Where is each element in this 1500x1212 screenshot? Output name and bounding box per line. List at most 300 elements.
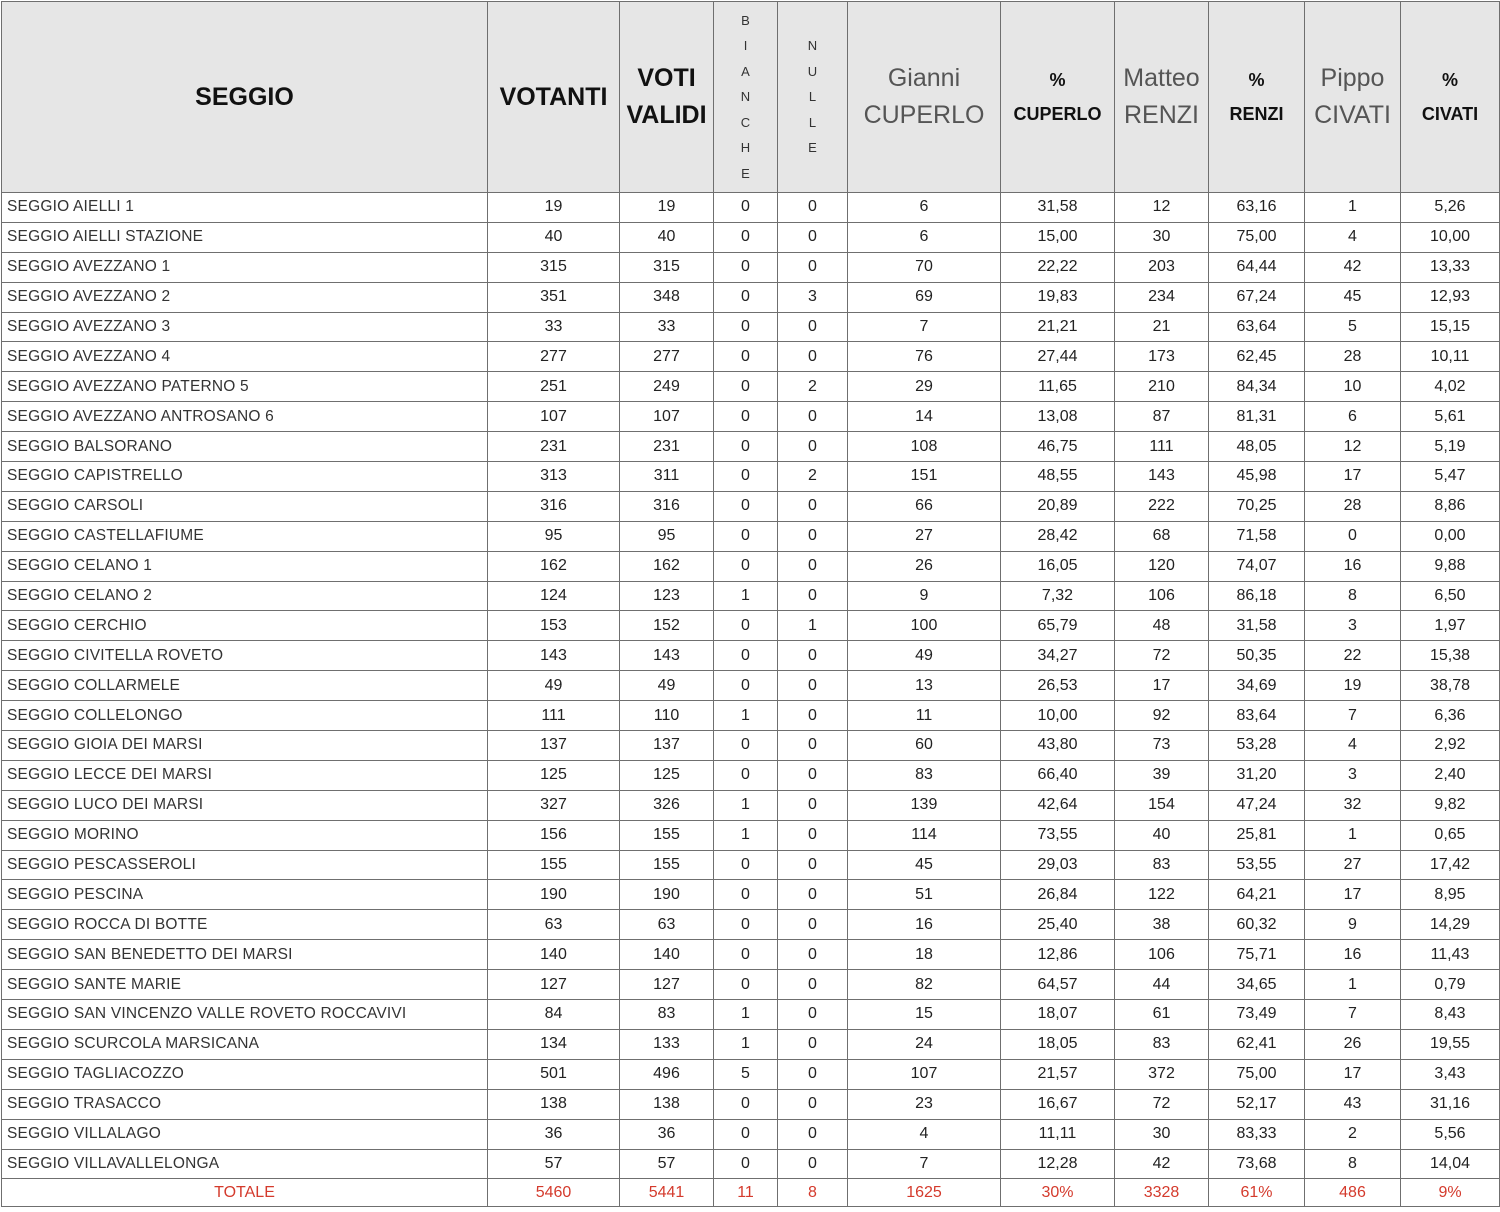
cell-renzi-votes: 203 [1115,252,1209,282]
bianche-letter: E [741,165,750,181]
cell-voti-validi: 107 [620,402,714,432]
cell-nulle: 0 [778,342,848,372]
cuperlo-header-line1: Gianni [887,64,961,92]
cell-civati-votes: 45 [1305,282,1401,312]
cell-nulle: 0 [778,1000,848,1030]
cell-civati-votes: 32 [1305,790,1401,820]
table-row [2,731,1500,761]
pct-civati-header-line1: % [1441,70,1458,90]
cell-voti-validi: 277 [620,342,714,372]
cell-renzi-votes: 61 [1115,1000,1209,1030]
cell-cuperlo-votes: 114 [848,820,1001,850]
cell-civati-votes: 19 [1305,671,1401,701]
cell-renzi-votes: 21 [1115,312,1209,342]
cell-cuperlo-pct: 7,32 [1001,581,1115,611]
cell-nulle: 0 [778,1059,848,1089]
cell-voti-validi: 125 [620,760,714,790]
cell-civati-pct: 15,38 [1401,641,1500,671]
civati-header-line2: CIVATI [1314,101,1391,129]
bianche-letter: N [740,89,751,105]
cell-seggio-name: SEGGIO CELANO 1 [2,551,488,581]
cell-nulle: 0 [778,402,848,432]
table-row [2,551,1500,581]
cell-seggio-name: SEGGIO VILLAVALLELONGA [2,1149,488,1179]
cell-seggio-name: SEGGIO COLLELONGO [2,701,488,731]
cell-votanti: 327 [488,790,620,820]
cell-voti-validi: 137 [620,731,714,761]
table-row [2,850,1500,880]
pct-cuperlo-header-line1: % [1049,70,1066,90]
cell-bianche: 0 [714,940,778,970]
table-row [2,462,1500,492]
cell-voti-validi: 36 [620,1119,714,1149]
cell-cuperlo-votes: 6 [848,193,1001,223]
cell-votanti: 84 [488,1000,620,1030]
cell-bianche: 0 [714,970,778,1000]
renzi-header-line2: RENZI [1124,101,1199,129]
cell-renzi-votes: 40 [1115,820,1209,850]
cell-voti-validi: 127 [620,970,714,1000]
cell-civati-pct: 0,65 [1401,820,1500,850]
cell-cuperlo-pct: 46,75 [1001,432,1115,462]
cell-civati-pct: 9,82 [1401,790,1500,820]
cell-renzi-votes: 120 [1115,551,1209,581]
cell-renzi-pct: 62,41 [1209,1029,1305,1059]
cell-cuperlo-votes: 60 [848,731,1001,761]
cell-votanti: 251 [488,372,620,402]
bianche-letter: H [740,140,751,156]
cell-voti-validi: 33 [620,312,714,342]
cell-nulle: 2 [778,462,848,492]
cell-seggio-name: SEGGIO AVEZZANO 2 [2,282,488,312]
cell-votanti: 134 [488,1029,620,1059]
cell-renzi-pct: 47,24 [1209,790,1305,820]
cell-civati-votes: 27 [1305,850,1401,880]
cell-nulle: 0 [778,701,848,731]
cell-voti-validi: 249 [620,372,714,402]
cell-bianche: 0 [714,1149,778,1179]
cell-bianche: 0 [714,850,778,880]
table-row [2,701,1500,731]
cell-renzi-votes: 173 [1115,342,1209,372]
cell-seggio-name: SEGGIO SAN BENEDETTO DEI MARSI [2,940,488,970]
cell-renzi-votes: 106 [1115,581,1209,611]
total-bianche: 11 [714,1179,778,1207]
cell-civati-pct: 6,36 [1401,701,1500,731]
cell-cuperlo-pct: 19,83 [1001,282,1115,312]
cell-civati-pct: 6,50 [1401,581,1500,611]
cell-cuperlo-pct: 18,07 [1001,1000,1115,1030]
cell-civati-pct: 5,61 [1401,402,1500,432]
table-row [2,432,1500,462]
cell-cuperlo-votes: 4 [848,1119,1001,1149]
cell-civati-pct: 0,00 [1401,521,1500,551]
cell-seggio-name: SEGGIO AVEZZANO PATERNO 5 [2,372,488,402]
cell-cuperlo-votes: 108 [848,432,1001,462]
cell-nulle: 0 [778,491,848,521]
cell-votanti: 49 [488,671,620,701]
table-row [2,342,1500,372]
cell-renzi-pct: 45,98 [1209,462,1305,492]
cell-civati-pct: 9,88 [1401,551,1500,581]
cell-civati-votes: 7 [1305,701,1401,731]
cell-cuperlo-pct: 42,64 [1001,790,1115,820]
table-row [2,491,1500,521]
table-row [2,282,1500,312]
cell-cuperlo-pct: 25,40 [1001,910,1115,940]
cell-civati-pct: 13,33 [1401,252,1500,282]
header-row [2,2,1500,193]
cell-cuperlo-pct: 13,08 [1001,402,1115,432]
table-row [2,910,1500,940]
cell-civati-pct: 31,16 [1401,1089,1500,1119]
cell-renzi-votes: 222 [1115,491,1209,521]
cell-voti-validi: 49 [620,671,714,701]
cell-votanti: 137 [488,731,620,761]
cell-cuperlo-votes: 9 [848,581,1001,611]
cell-cuperlo-pct: 22,22 [1001,252,1115,282]
table-row [2,790,1500,820]
cell-renzi-votes: 30 [1115,222,1209,252]
cell-votanti: 315 [488,252,620,282]
cell-nulle: 1 [778,611,848,641]
cell-votanti: 316 [488,491,620,521]
cell-cuperlo-pct: 26,53 [1001,671,1115,701]
cell-cuperlo-votes: 23 [848,1089,1001,1119]
cell-cuperlo-pct: 26,84 [1001,880,1115,910]
pct-renzi-header-line1: % [1248,70,1265,90]
cell-seggio-name: SEGGIO CAPISTRELLO [2,462,488,492]
cell-votanti: 111 [488,701,620,731]
cell-bianche: 0 [714,491,778,521]
cell-voti-validi: 348 [620,282,714,312]
cell-nulle: 0 [778,1029,848,1059]
cell-seggio-name: SEGGIO CERCHIO [2,611,488,641]
cell-renzi-votes: 154 [1115,790,1209,820]
cell-bianche: 0 [714,671,778,701]
cell-cuperlo-pct: 11,11 [1001,1119,1115,1149]
cell-cuperlo-votes: 27 [848,521,1001,551]
cell-nulle: 0 [778,790,848,820]
cell-renzi-votes: 38 [1115,910,1209,940]
cell-civati-votes: 16 [1305,551,1401,581]
cell-bianche: 1 [714,581,778,611]
cell-civati-pct: 38,78 [1401,671,1500,701]
cell-civati-pct: 14,04 [1401,1149,1500,1179]
cell-seggio-name: SEGGIO ROCCA DI BOTTE [2,910,488,940]
cell-voti-validi: 133 [620,1029,714,1059]
cell-nulle: 0 [778,910,848,940]
cell-votanti: 231 [488,432,620,462]
cell-voti-validi: 231 [620,432,714,462]
cell-voti-validi: 152 [620,611,714,641]
cell-renzi-pct: 63,16 [1209,193,1305,223]
bianche-letter: A [741,63,750,79]
table-row [2,402,1500,432]
cell-renzi-pct: 64,44 [1209,252,1305,282]
table-row [2,940,1500,970]
cell-votanti: 140 [488,940,620,970]
cell-cuperlo-pct: 16,67 [1001,1089,1115,1119]
cell-votanti: 57 [488,1149,620,1179]
cell-cuperlo-pct: 31,58 [1001,193,1115,223]
col-header-cuperlo [848,2,1001,193]
cell-cuperlo-votes: 29 [848,372,1001,402]
col-header-voti-validi [620,2,714,193]
cell-renzi-votes: 122 [1115,880,1209,910]
cell-cuperlo-votes: 49 [848,641,1001,671]
cell-civati-votes: 8 [1305,581,1401,611]
cell-voti-validi: 110 [620,701,714,731]
cell-renzi-pct: 63,64 [1209,312,1305,342]
col-header-bianche [714,2,778,193]
cell-renzi-votes: 17 [1115,671,1209,701]
cell-voti-validi: 311 [620,462,714,492]
table-row [2,1089,1500,1119]
cell-seggio-name: SEGGIO LECCE DEI MARSI [2,760,488,790]
cell-seggio-name: SEGGIO AIELLI STAZIONE [2,222,488,252]
cell-bianche: 0 [714,880,778,910]
cell-renzi-votes: 87 [1115,402,1209,432]
cell-nulle: 0 [778,1149,848,1179]
table-row [2,193,1500,223]
table-body [2,193,1500,1207]
cell-cuperlo-votes: 82 [848,970,1001,1000]
cell-civati-pct: 8,43 [1401,1000,1500,1030]
cell-nulle: 0 [778,432,848,462]
table-row [2,222,1500,252]
cell-renzi-pct: 60,32 [1209,910,1305,940]
cell-civati-votes: 12 [1305,432,1401,462]
col-header-pct-cuperlo [1001,2,1115,193]
cell-seggio-name: SEGGIO AVEZZANO 3 [2,312,488,342]
cell-cuperlo-pct: 65,79 [1001,611,1115,641]
total-renzi-votes: 3328 [1115,1179,1209,1207]
cell-votanti: 33 [488,312,620,342]
cell-voti-validi: 19 [620,193,714,223]
cell-renzi-pct: 73,49 [1209,1000,1305,1030]
cell-votanti: 143 [488,641,620,671]
cell-voti-validi: 326 [620,790,714,820]
cell-civati-pct: 8,86 [1401,491,1500,521]
col-header-pct-renzi [1209,2,1305,193]
cell-votanti: 155 [488,850,620,880]
cell-cuperlo-pct: 18,05 [1001,1029,1115,1059]
table-row [2,1149,1500,1179]
col-header-pct-civati [1401,2,1500,193]
cell-cuperlo-votes: 139 [848,790,1001,820]
total-nulle: 8 [778,1179,848,1207]
cell-seggio-name: SEGGIO CIVITELLA ROVETO [2,641,488,671]
cell-seggio-name: SEGGIO MORINO [2,820,488,850]
cell-nulle: 0 [778,970,848,1000]
cell-cuperlo-votes: 15 [848,1000,1001,1030]
cell-civati-pct: 15,15 [1401,312,1500,342]
cell-voti-validi: 155 [620,820,714,850]
table-row [2,760,1500,790]
cell-bianche: 1 [714,1000,778,1030]
cell-seggio-name: SEGGIO GIOIA DEI MARSI [2,731,488,761]
cell-civati-votes: 42 [1305,252,1401,282]
cell-cuperlo-pct: 29,03 [1001,850,1115,880]
votanti-header-label: VOTANTI [499,82,608,111]
cell-nulle: 0 [778,850,848,880]
table-row [2,1029,1500,1059]
cell-votanti: 313 [488,462,620,492]
cell-cuperlo-votes: 76 [848,342,1001,372]
cell-renzi-pct: 67,24 [1209,282,1305,312]
cell-bianche: 0 [714,521,778,551]
cell-voti-validi: 95 [620,521,714,551]
cell-voti-validi: 138 [620,1089,714,1119]
cell-votanti: 36 [488,1119,620,1149]
cell-bianche: 1 [714,701,778,731]
cell-civati-pct: 5,47 [1401,462,1500,492]
cell-cuperlo-pct: 43,80 [1001,731,1115,761]
cell-seggio-name: SEGGIO AIELLI 1 [2,193,488,223]
total-renzi-pct: 61% [1209,1179,1305,1207]
cell-renzi-votes: 210 [1115,372,1209,402]
cell-renzi-votes: 234 [1115,282,1209,312]
cell-renzi-votes: 73 [1115,731,1209,761]
cell-renzi-votes: 39 [1115,760,1209,790]
nulle-letter: N [807,38,818,54]
cell-civati-votes: 17 [1305,880,1401,910]
cell-voti-validi: 140 [620,940,714,970]
cell-bianche: 0 [714,1119,778,1149]
cell-bianche: 5 [714,1059,778,1089]
cell-civati-votes: 16 [1305,940,1401,970]
table-row [2,1119,1500,1149]
cell-bianche: 0 [714,760,778,790]
cell-renzi-votes: 143 [1115,462,1209,492]
cell-votanti: 95 [488,521,620,551]
cell-civati-pct: 19,55 [1401,1029,1500,1059]
cell-civati-votes: 1 [1305,820,1401,850]
cell-seggio-name: SEGGIO AVEZZANO 4 [2,342,488,372]
cell-bianche: 1 [714,1029,778,1059]
cell-civati-votes: 8 [1305,1149,1401,1179]
nulle-letter: L [808,114,817,130]
cell-seggio-name: SEGGIO VILLALAGO [2,1119,488,1149]
cell-civati-pct: 5,19 [1401,432,1500,462]
cell-renzi-votes: 44 [1115,970,1209,1000]
cell-votanti: 153 [488,611,620,641]
cell-cuperlo-votes: 7 [848,312,1001,342]
cell-nulle: 0 [778,222,848,252]
cell-votanti: 124 [488,581,620,611]
cell-voti-validi: 40 [620,222,714,252]
table-row [2,581,1500,611]
bianche-letter: I [743,38,748,54]
cell-seggio-name: SEGGIO SANTE MARIE [2,970,488,1000]
cell-nulle: 0 [778,760,848,790]
table-row [2,1059,1500,1089]
cell-cuperlo-votes: 24 [848,1029,1001,1059]
cell-renzi-votes: 30 [1115,1119,1209,1149]
cell-voti-validi: 316 [620,491,714,521]
seggio-header-label: SEGGIO [195,82,294,111]
cell-voti-validi: 162 [620,551,714,581]
total-cuperlo-pct: 30% [1001,1179,1115,1207]
cell-bianche: 0 [714,252,778,282]
cell-cuperlo-pct: 73,55 [1001,820,1115,850]
cell-civati-votes: 43 [1305,1089,1401,1119]
cell-nulle: 0 [778,551,848,581]
cell-bianche: 0 [714,641,778,671]
cell-cuperlo-pct: 28,42 [1001,521,1115,551]
cell-seggio-name: SEGGIO TRASACCO [2,1089,488,1119]
cell-cuperlo-pct: 27,44 [1001,342,1115,372]
cell-bianche: 0 [714,910,778,940]
cell-renzi-pct: 34,65 [1209,970,1305,1000]
cell-civati-votes: 17 [1305,1059,1401,1089]
cell-civati-votes: 7 [1305,1000,1401,1030]
cell-civati-votes: 3 [1305,760,1401,790]
cell-renzi-pct: 71,58 [1209,521,1305,551]
cell-votanti: 40 [488,222,620,252]
cell-seggio-name: SEGGIO AVEZZANO 1 [2,252,488,282]
cell-civati-votes: 28 [1305,491,1401,521]
cell-seggio-name: SEGGIO CARSOLI [2,491,488,521]
total-civati-pct: 9% [1401,1179,1500,1207]
cell-civati-votes: 26 [1305,1029,1401,1059]
cell-renzi-votes: 106 [1115,940,1209,970]
table-row [2,820,1500,850]
cell-cuperlo-votes: 13 [848,671,1001,701]
cell-votanti: 19 [488,193,620,223]
cell-voti-validi: 83 [620,1000,714,1030]
cell-renzi-pct: 52,17 [1209,1089,1305,1119]
cell-civati-pct: 4,02 [1401,372,1500,402]
cell-nulle: 0 [778,521,848,551]
cell-bianche: 0 [714,312,778,342]
cell-civati-votes: 10 [1305,372,1401,402]
cell-nulle: 0 [778,671,848,701]
cell-bianche: 0 [714,731,778,761]
cell-nulle: 0 [778,641,848,671]
cell-renzi-votes: 42 [1115,1149,1209,1179]
cell-cuperlo-pct: 64,57 [1001,970,1115,1000]
col-header-nulle [778,2,848,193]
cell-cuperlo-pct: 21,57 [1001,1059,1115,1089]
cell-bianche: 0 [714,282,778,312]
cell-voti-validi: 155 [620,850,714,880]
cell-bianche: 1 [714,820,778,850]
cell-cuperlo-pct: 12,28 [1001,1149,1115,1179]
col-header-seggio [2,2,488,193]
cell-cuperlo-votes: 70 [848,252,1001,282]
cell-votanti: 138 [488,1089,620,1119]
pct-cuperlo-header-line2: CUPERLO [1013,104,1102,124]
cell-renzi-pct: 83,64 [1209,701,1305,731]
cell-renzi-pct: 70,25 [1209,491,1305,521]
cell-cuperlo-votes: 6 [848,222,1001,252]
cell-renzi-pct: 74,07 [1209,551,1305,581]
cell-civati-pct: 10,00 [1401,222,1500,252]
nulle-letter: E [808,140,817,156]
cell-cuperlo-votes: 7 [848,1149,1001,1179]
cell-civati-pct: 14,29 [1401,910,1500,940]
cell-nulle: 0 [778,252,848,282]
cell-cuperlo-votes: 83 [848,760,1001,790]
cell-cuperlo-votes: 51 [848,880,1001,910]
cell-cuperlo-pct: 48,55 [1001,462,1115,492]
cell-voti-validi: 315 [620,252,714,282]
bianche-letter: B [741,12,750,28]
cell-nulle: 0 [778,731,848,761]
cell-cuperlo-pct: 11,65 [1001,372,1115,402]
